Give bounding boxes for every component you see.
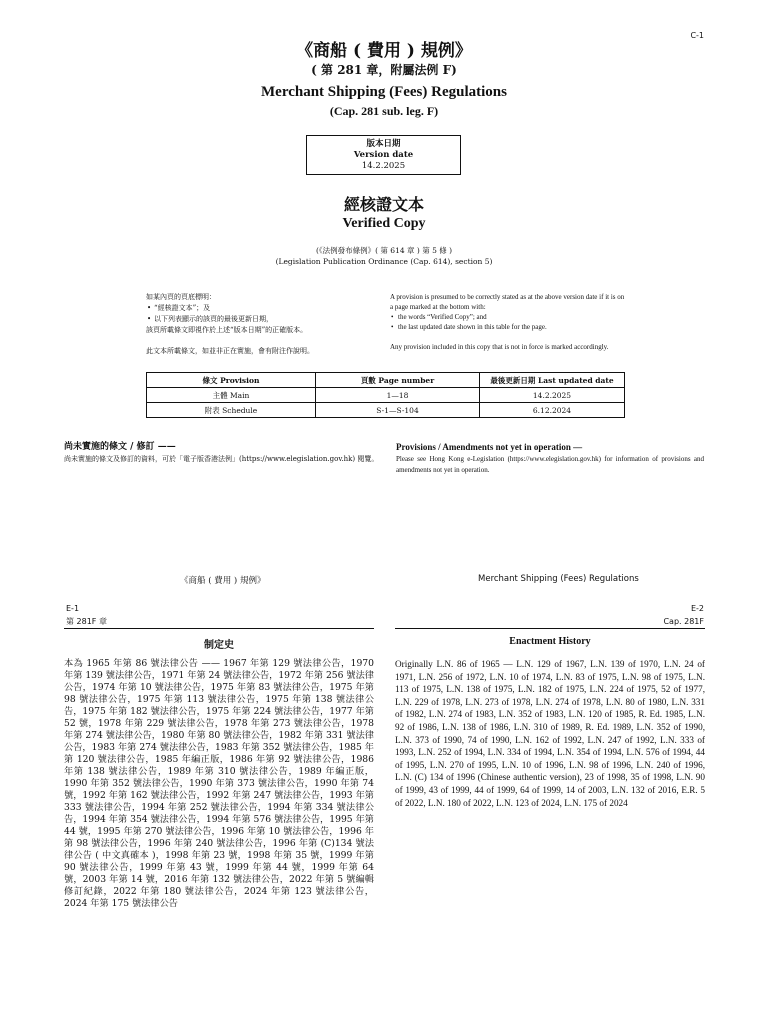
page-id: C-1: [690, 31, 704, 40]
divider-right: [395, 628, 705, 629]
notes-en-bullets: [390, 312, 625, 332]
notes-en-para2: Any provision included in this copy that is not in force is marked accordingly.: [390, 343, 609, 351]
version-date-box: [306, 135, 461, 175]
cap-number-zh: 第 281F 章: [66, 617, 107, 626]
notes-zh-para2: 此文本所載條文，如並非正在實施，會有附注作說明。: [146, 347, 314, 355]
notes-zh-conclusion: 該頁所載條文即視作於上述“版本日期”的正確版本。: [146, 326, 308, 334]
table-cell: 1—18: [316, 388, 480, 403]
page-table: [146, 372, 625, 418]
divider-left: [64, 628, 374, 629]
notes-zh-intro: 如某內頁的頁底標明：: [146, 293, 216, 301]
page-table-header-row: [147, 373, 625, 388]
ordinance-ref-zh: (《法例發布條例》( 第 614 章 ) 第 5 條 ): [315, 246, 453, 255]
title-zh: 《商船 ( 費用 ) 規例》: [296, 41, 472, 61]
notes-zh-bullet: • “經核證文本”；及: [154, 303, 371, 314]
enactment-history-en: Originally L.N. 86 of 1965 — L.N. 129 of 1967, L.N. 139 of 1970, L.N. 24 of 1971, L.N. 256 of 1972, L.N. 10 of 1974, L.N. 83 of 1975, L.N. 98 of 1975, L.N. 113 of 1975, L.N. 138 of 1975, L.N. 182 of 1975, L.N. 224 of 1975, 52 of 1977, L.N. 229 of 1978, L.N. 273 of 1978, L.N. 274 of 1978, L.N. 80 of 1980, L.N. 331 of 1982, L.N. 274 of 1983, L.N. 352 of 1983, L.N. 120 of 1985, R. Ed. 1985, L.N. 92 of 1986, L.N. 138 of 1986, L.N. 310 of 1989, R. Ed. 1989, L.N. 352 of 1990, L.N. 373 of 1990, 74 of 1990, L.N. 162 of 1992, L.N. 247 of 1992, L.N. 333 of 1993, L.N. 252 of 1994, L.N. 334 of 1994, L.N. 354 of 1994, L.N. 576 of 1994, 44 of 1995, L.N. 270 of 1995, L.N. 10 of 1996, L.N. 98 of 1996, L.N. 240 of 1996, L.N. (C) 134 of 1996 (Chinese authentic version), 23 of 1998, 35 of 1998, L.N. 90 of 1999, 43 of 1999, 44 of 1999, 64 of 1999, 14 of 2003, L.N. 132 of 2016, E.R. 5 of 2022, L.N. 180 of 2022, L.N. 123 of 2024, L.N. 175 of 2024: [395, 659, 705, 808]
notes-en-bullet: • the last updated date shown in this table for the page.: [398, 322, 625, 332]
table-row: [147, 403, 625, 418]
ordinance-reference: [0, 245, 768, 267]
version-date: 14.2.2025: [361, 161, 406, 171]
nyo-text-zh: 尚未實施的條文及修訂的資料，可於「電子版香港法例」(https://www.elegislation.gov.hk) 閱覽。: [64, 455, 379, 463]
notes-zh-bullet: • 以下列表顯示的該頁的最後更新日期，: [154, 314, 371, 325]
page-number-e1: E-1: [66, 604, 80, 613]
nyo-text-en: Please see Hong Kong e-Legislation (https://www.elegislation.gov.hk) for information of provisions and amendments not yet in operation.: [396, 455, 704, 474]
table-header-last-updated: 最後更新日期 Last updated date: [480, 373, 625, 388]
nyo-heading-zh: 尚未實施的條文 / 修訂 ——: [64, 442, 176, 452]
page-header-e2: [663, 602, 704, 628]
table-cell: 附表 Schedule: [147, 403, 316, 418]
verified-copy-heading: [0, 195, 768, 233]
nyo-heading-en: Provisions / Amendments not yet in operation —: [396, 442, 583, 452]
enactment-heading-en: Enactment History: [509, 636, 591, 647]
table-cell: 14.2.2025: [480, 388, 625, 403]
page-header-e1: [66, 602, 107, 628]
cap-number-en: Cap. 281F: [663, 617, 704, 626]
enactment-history-zh: 本為 1965 年第 86 號法律公告 —— 1967 年第 129 號法律公告，1970 年第 139 號法律公告，1971 年第 24 號法律公告，1972 年第 256 號法律公告，1974 年第 10 號法律公告，1975 年第 83 號法律公告，1975 年第 98 號法律公告，1975 年第 113 號法律公告，1975 年第 138 號法律公告，1975 年第 182 號法律公告，1975 年第 224 號法律公告，1977 年第 52 號，1978 年第 229 號法律公告，1978 年第 273 號法律公告，1978 年第 274 號法律公告，1980 年第 80 號法律公告，1982 年第 331 號法律公告，1983 年第 274 號法律公告，1983 年第 352 號法律公告，1985 年第 120 號法律公告，1985 年編正版，1986 年第 92 號法律公告，1986 年第 138 號法律公告，1989 年第 310 號法律公告，1989 年編正版，1990 年第 352 號法律公告，1990 年第 373 號法律公告，1990 年第 74 號，1992 年第 162 號法律公告，1992 年第 247 號法律公告，1993 年第 333 號法律公告，1994 年第 252 號法律公告，1994 年第 334 號法律公告，1994 年第 354 號法律公告，1994 年第 576 號法律公告，1995 年第 44 號，1995 年第 270 號法律公告，1996 年第 10 號法律公告，1996 年第 98 號法律公告，1996 年第 240 號法律公告，1996 年第 (C)134 號法律公告 ( 中文真確本 )，1998 年第 23 號，1998 年第 35 號，1999 年第 90 號法律公告，1999 年第 43 號，1999 年第 44 號，1999 年第 64 號，2003 年第 14 號，2016 年第 132 號法律公告，2022 年第 5 號編輯修訂紀錄，2022 年第 180 號法律公告，2024 年第 123 號法律公告，2024 年第 175 號法律公告: [64, 658, 374, 909]
notes-en-bullet: • the words “Verified Copy”; and: [398, 312, 625, 322]
subtitle-zh: ( 第 281 章，附屬法例 F): [311, 63, 457, 77]
table-header-provision: 條文 Provision: [147, 373, 316, 388]
notes-zh-bullets: [146, 303, 371, 325]
version-label-en: Version date: [353, 150, 414, 160]
footer-title-zh: 《商船 ( 費用 ) 規例》: [180, 576, 266, 586]
notes-zh: [146, 292, 371, 357]
table-cell: S-1—S-104: [316, 403, 480, 418]
verified-title-zh: 經核證文本: [343, 195, 424, 214]
notes-en: [390, 292, 625, 352]
not-yet-in-operation-zh: [64, 441, 380, 465]
verified-title-en: Verified Copy: [342, 216, 426, 231]
document-title-block: [0, 40, 768, 119]
subtitle-en: (Cap. 281 sub. leg. F): [329, 104, 439, 118]
page-number-e2: E-2: [690, 604, 704, 613]
footer-title-en: Merchant Shipping (Fees) Regulations: [478, 574, 639, 584]
ordinance-ref-en: (Legislation Publication Ordinance (Cap. 614), section 5): [275, 257, 493, 266]
version-label-zh: 版本日期: [366, 139, 401, 149]
table-row: [147, 388, 625, 403]
not-yet-in-operation-en: [396, 441, 704, 476]
table-cell: 6.12.2024: [480, 403, 625, 418]
table-header-page-number: 頁數 Page number: [316, 373, 480, 388]
enactment-heading-zh: 制定史: [204, 640, 234, 651]
title-en: Merchant Shipping (Fees) Regulations: [261, 84, 507, 100]
table-cell: 主體 Main: [147, 388, 316, 403]
notes-en-intro: A provision is presumed to be correctly stated as at the above version date if it is on a page marked at the bottom with:: [390, 293, 625, 311]
